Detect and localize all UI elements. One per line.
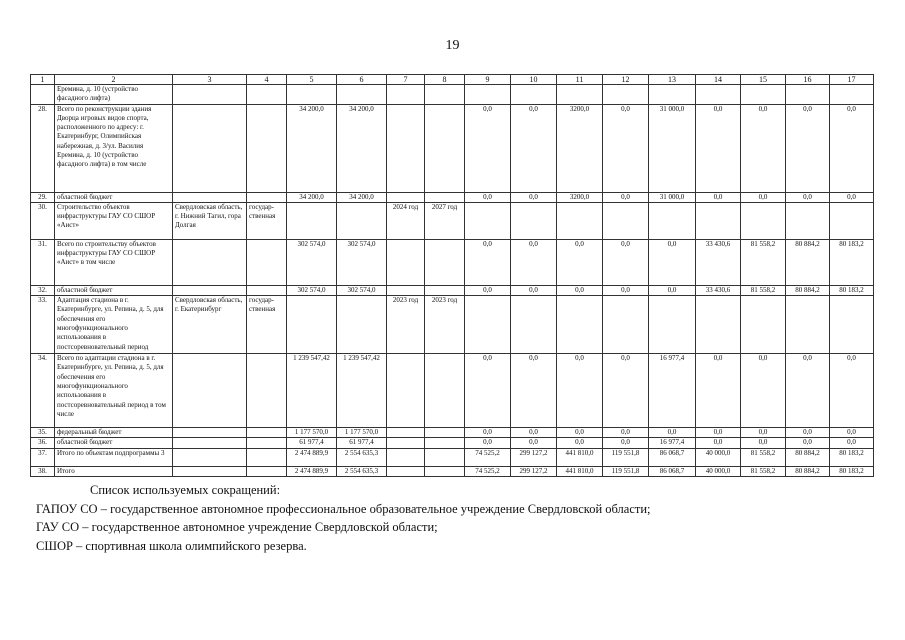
table-cell (511, 296, 557, 354)
table-cell (247, 239, 287, 285)
page-number: 19 (445, 38, 460, 53)
table-cell (425, 192, 465, 202)
table-cell (557, 296, 603, 354)
table-cell (425, 239, 465, 285)
table-cell (387, 438, 425, 448)
table-cell: 2024 год (387, 202, 425, 239)
table-cell (649, 202, 696, 239)
table-cell: 31 000,0 (649, 104, 696, 192)
row-number-cell: 38. (31, 466, 55, 476)
table-cell (247, 104, 287, 192)
table-cell (247, 192, 287, 202)
table-cell: 0,0 (786, 438, 830, 448)
table-cell: 2027 год (425, 202, 465, 239)
table-cell (173, 354, 247, 428)
table-cell: 16 977,4 (649, 438, 696, 448)
table-cell: 0,0 (696, 192, 741, 202)
row-number-cell: 34. (31, 354, 55, 428)
table-cell: 299 127,2 (511, 448, 557, 466)
table-cell: 80 183,2 (830, 466, 874, 476)
column-header: 3 (173, 75, 247, 85)
table-cell (387, 448, 425, 466)
table-cell: 1 177 570,0 (287, 428, 337, 438)
column-header: 8 (425, 75, 465, 85)
table-cell: 80 884,2 (786, 448, 830, 466)
table-cell: 3200,0 (557, 192, 603, 202)
table-cell (173, 85, 247, 105)
table-cell: 0,0 (603, 285, 649, 295)
table-cell (465, 202, 511, 239)
table-cell: 80 183,2 (830, 448, 874, 466)
table-row (31, 428, 874, 438)
table-cell (696, 296, 741, 354)
table-row (31, 354, 874, 428)
table-cell (387, 192, 425, 202)
table-cell: 2023 год (425, 296, 465, 354)
table-cell: 0,0 (511, 354, 557, 428)
table-cell (387, 104, 425, 192)
table-cell (173, 104, 247, 192)
table-cell: государ-ственная (247, 296, 287, 354)
table-cell: 34 200,0 (287, 192, 337, 202)
table-cell: 2 554 635,3 (337, 448, 387, 466)
column-header: 1 (31, 75, 55, 85)
row-name-cell: областной бюджет (55, 438, 173, 448)
table-cell (387, 428, 425, 438)
row-number-cell: 32. (31, 285, 55, 295)
table-cell: 86 068,7 (649, 466, 696, 476)
row-number-cell: 30. (31, 202, 55, 239)
table-row (31, 438, 874, 448)
table-cell: 40 000,0 (696, 466, 741, 476)
table-cell: 0,0 (603, 438, 649, 448)
table-cell: 2 474 889,9 (287, 466, 337, 476)
table-cell: 34 200,0 (337, 192, 387, 202)
column-header: 12 (603, 75, 649, 85)
row-name-cell: Всего по реконструкции здания Дворца игровых видов спорта, расположенного по адресу: г. Екатеринбург, Олимпийская набережная, д. 3/ул. Василия Еремина, д. 10 (устройство фасадного лифта) в том числе (55, 104, 173, 192)
row-number-cell: 33. (31, 296, 55, 354)
abbreviation-item: ГАУ СО – государственное автономное учреждение Свердловской области; (36, 520, 438, 534)
table-cell: 80 884,2 (786, 466, 830, 476)
column-header: 6 (337, 75, 387, 85)
table-row (31, 104, 874, 192)
table-cell: Свердловская область, г. Екатеринбург (173, 296, 247, 354)
table-cell (511, 202, 557, 239)
table-cell: 0,0 (830, 428, 874, 438)
table-cell (696, 85, 741, 105)
row-name-cell: областной бюджет (55, 285, 173, 295)
table-cell (603, 85, 649, 105)
column-header: 15 (741, 75, 786, 85)
table-cell: 74 525,2 (465, 466, 511, 476)
table-cell: 0,0 (557, 239, 603, 285)
table-cell: 0,0 (830, 192, 874, 202)
table-cell: 0,0 (557, 354, 603, 428)
table-cell: 0,0 (511, 285, 557, 295)
table-row (31, 285, 874, 295)
table-cell (337, 202, 387, 239)
table-cell (425, 285, 465, 295)
table-cell (173, 466, 247, 476)
table-cell (465, 85, 511, 105)
table-cell (247, 428, 287, 438)
table-cell (387, 466, 425, 476)
row-number-cell: 28. (31, 104, 55, 192)
table-cell (387, 85, 425, 105)
table-cell: 302 574,0 (287, 239, 337, 285)
table-cell: 0,0 (465, 104, 511, 192)
table-cell: 81 558,2 (741, 466, 786, 476)
table-cell: 0,0 (557, 428, 603, 438)
column-header: 11 (557, 75, 603, 85)
row-number-cell (31, 85, 55, 105)
table-cell: 0,0 (696, 428, 741, 438)
row-name-cell: Строительство объектов инфраструктуры ГАУ СО СШОР «Аист» (55, 202, 173, 239)
table-cell (173, 285, 247, 295)
table-cell (425, 85, 465, 105)
table-cell: 0,0 (649, 285, 696, 295)
table-cell: 0,0 (696, 104, 741, 192)
table-cell: 33 430,6 (696, 285, 741, 295)
table-cell: 80 183,2 (830, 285, 874, 295)
table-cell: 80 884,2 (786, 285, 830, 295)
table-cell: 33 430,6 (696, 239, 741, 285)
table-cell: Свердловская область, г. Нижний Тагил, гора Долгая (173, 202, 247, 239)
table-cell: 0,0 (741, 104, 786, 192)
table-cell (557, 85, 603, 105)
table-cell (287, 296, 337, 354)
table-cell: 0,0 (741, 428, 786, 438)
table-cell: 302 574,0 (287, 285, 337, 295)
table-cell: 31 000,0 (649, 192, 696, 202)
abbreviations-title: Список используемых сокращений: (90, 483, 281, 497)
table-cell: 0,0 (786, 428, 830, 438)
row-name-cell: Всего по адаптации стадиона в г. Екатеринбурге, ул. Репина, д. 5, для обеспечения его многофункционального использования в постсоревновательный период в том числе (55, 354, 173, 428)
table-cell: 80 884,2 (786, 239, 830, 285)
table-cell: 0,0 (465, 285, 511, 295)
table-cell (173, 192, 247, 202)
column-header: 16 (786, 75, 830, 85)
table-cell (603, 202, 649, 239)
table-cell: 1 177 570,0 (337, 428, 387, 438)
row-name-cell: Еремина, д. 10 (устройство фасадного лифта) (55, 85, 173, 105)
table-cell: 0,0 (511, 192, 557, 202)
row-number-cell: 31. (31, 239, 55, 285)
row-name-cell: областной бюджет (55, 192, 173, 202)
table-cell: 74 525,2 (465, 448, 511, 466)
table-cell: 3200,0 (557, 104, 603, 192)
table-cell (465, 296, 511, 354)
table-row (31, 466, 874, 476)
table-cell: 81 558,2 (741, 285, 786, 295)
table-cell (696, 202, 741, 239)
table-cell: 0,0 (465, 192, 511, 202)
table-cell: 441 810,0 (557, 448, 603, 466)
table-cell (247, 85, 287, 105)
table-cell (603, 296, 649, 354)
table-cell (337, 85, 387, 105)
table-row (31, 296, 874, 354)
table-cell (741, 296, 786, 354)
table-cell (387, 354, 425, 428)
table-cell: 0,0 (511, 438, 557, 448)
table-cell: 81 558,2 (741, 239, 786, 285)
table-cell (511, 85, 557, 105)
table-cell: 0,0 (603, 354, 649, 428)
abbreviations-block (36, 481, 896, 555)
column-header: 10 (511, 75, 557, 85)
table-cell (425, 448, 465, 466)
table-cell: 40 000,0 (696, 448, 741, 466)
table-cell (741, 202, 786, 239)
table-cell: 80 183,2 (830, 239, 874, 285)
table-cell (173, 438, 247, 448)
table-cell (830, 202, 874, 239)
row-number-cell: 29. (31, 192, 55, 202)
budget-table (30, 74, 874, 477)
table-cell: 0,0 (649, 239, 696, 285)
table-cell (425, 354, 465, 428)
table-cell (425, 428, 465, 438)
table-cell: 61 977,4 (287, 438, 337, 448)
table-cell (786, 202, 830, 239)
table-cell (786, 85, 830, 105)
table-cell: 302 574,0 (337, 285, 387, 295)
table-cell (557, 202, 603, 239)
table-cell: 441 810,0 (557, 466, 603, 476)
table-cell: 0,0 (465, 438, 511, 448)
table-row (31, 192, 874, 202)
table-cell: 0,0 (741, 192, 786, 202)
table-cell: 1 239 547,42 (287, 354, 337, 428)
table-cell: 0,0 (465, 354, 511, 428)
table-cell: 1 239 547,42 (337, 354, 387, 428)
table-cell (247, 466, 287, 476)
table-cell: 119 551,8 (603, 466, 649, 476)
table-header-row (31, 75, 874, 85)
table-cell: 0,0 (696, 354, 741, 428)
table-cell (387, 239, 425, 285)
table-cell (425, 438, 465, 448)
table-row (31, 448, 874, 466)
table-cell: 0,0 (741, 438, 786, 448)
column-header: 7 (387, 75, 425, 85)
table-cell: 2 474 889,9 (287, 448, 337, 466)
table-cell: 299 127,2 (511, 466, 557, 476)
table-row (31, 85, 874, 105)
table-cell: 2 554 635,3 (337, 466, 387, 476)
table-cell: 0,0 (603, 192, 649, 202)
table-cell: 81 558,2 (741, 448, 786, 466)
table-cell (741, 85, 786, 105)
row-number-cell: 37. (31, 448, 55, 466)
table-cell: 0,0 (465, 428, 511, 438)
table-cell (649, 296, 696, 354)
table-cell: 0,0 (603, 428, 649, 438)
column-header: 13 (649, 75, 696, 85)
row-name-cell: Всего по строительству объектов инфраструктуры ГАУ СО СШОР «Аист» в том числе (55, 239, 173, 285)
column-header: 17 (830, 75, 874, 85)
row-number-cell: 35. (31, 428, 55, 438)
table-cell: 0,0 (511, 428, 557, 438)
row-name-cell: Адаптация стадиона в г. Екатеринбурге, ул. Репина, д. 5, для обеспечения его многофункционального использования в постсоревновательный период (55, 296, 173, 354)
table-cell: 16 977,4 (649, 354, 696, 428)
table-cell (247, 285, 287, 295)
table-cell: 119 551,8 (603, 448, 649, 466)
table-cell: 34 200,0 (337, 104, 387, 192)
column-header: 2 (55, 75, 173, 85)
table-cell: 2023 год (387, 296, 425, 354)
table-cell (247, 448, 287, 466)
table-cell: 0,0 (649, 428, 696, 438)
table-cell: 34 200,0 (287, 104, 337, 192)
table-cell: 0,0 (786, 354, 830, 428)
table-cell (830, 85, 874, 105)
abbreviation-item: СШОР – спортивная школа олимпийского резерва. (36, 538, 307, 553)
table-cell: 0,0 (511, 239, 557, 285)
table-cell (247, 438, 287, 448)
table-cell: 0,0 (603, 239, 649, 285)
table-cell: 0,0 (557, 438, 603, 448)
abbreviation-item: ГАПОУ СО – государственное автономное профессиональное образовательное учреждение Свердловской области; (36, 501, 651, 516)
row-number-cell: 36. (31, 438, 55, 448)
table-cell: 0,0 (830, 104, 874, 192)
table-cell (425, 104, 465, 192)
table-cell (425, 466, 465, 476)
table-cell: 61 977,4 (337, 438, 387, 448)
column-header: 9 (465, 75, 511, 85)
table-cell: государ-ственная (247, 202, 287, 239)
row-name-cell: федеральный бюджет (55, 428, 173, 438)
row-name-cell: Итого (55, 466, 173, 476)
table-cell: 0,0 (830, 354, 874, 428)
table-cell (830, 296, 874, 354)
table-cell: 0,0 (696, 438, 741, 448)
table-cell (649, 85, 696, 105)
table-cell (173, 428, 247, 438)
table-cell (287, 202, 337, 239)
table-cell: 0,0 (465, 239, 511, 285)
table-cell: 0,0 (786, 104, 830, 192)
table-cell: 0,0 (786, 192, 830, 202)
table-cell: 86 068,7 (649, 448, 696, 466)
table-cell: 0,0 (830, 438, 874, 448)
table-row (31, 239, 874, 285)
column-header: 14 (696, 75, 741, 85)
table-cell: 0,0 (511, 104, 557, 192)
table-cell (337, 296, 387, 354)
table-cell: 0,0 (603, 104, 649, 192)
table-cell: 0,0 (741, 354, 786, 428)
table-cell (173, 239, 247, 285)
column-header: 5 (287, 75, 337, 85)
table-cell (173, 448, 247, 466)
table-cell: 302 574,0 (337, 239, 387, 285)
table-row (31, 202, 874, 239)
table-cell (786, 296, 830, 354)
table-cell (287, 85, 337, 105)
table-cell (387, 285, 425, 295)
table-cell: 0,0 (557, 285, 603, 295)
column-header: 4 (247, 75, 287, 85)
row-name-cell: Итого по объектам подпрограммы 3 (55, 448, 173, 466)
table-cell (247, 354, 287, 428)
